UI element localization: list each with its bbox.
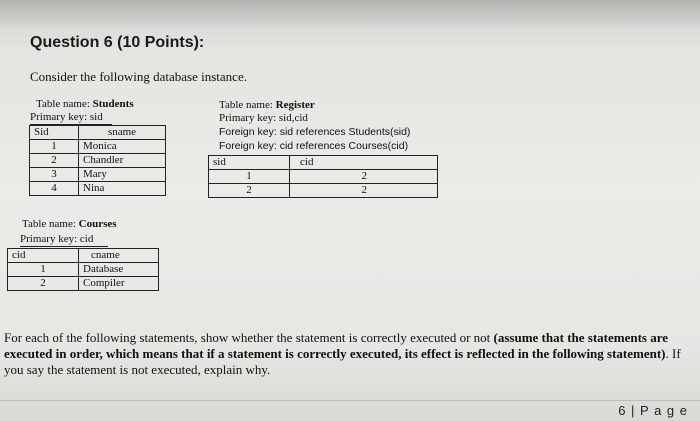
courses-table	[7, 248, 159, 291]
cell: 2	[290, 184, 438, 198]
question-title: Question 6 (10 Points):	[30, 34, 205, 51]
table-row	[30, 182, 166, 196]
col-header-sid: sid	[209, 156, 290, 170]
instructions-part-1: For each of the following statements, show whether the statement is correctly executed or not	[4, 330, 494, 345]
register-foreign-key-2: Foreign key: cid references Courses(cid)	[219, 140, 409, 152]
instructions-part-2: . If you say the statement is not executed, explain why.	[4, 346, 681, 377]
table-row	[30, 168, 166, 182]
instructions-bold: (assume that the statements are executed in order, which means that if a statement is correctly executed, its effect is reflected in the following statement)	[4, 330, 669, 361]
students-table	[29, 125, 166, 196]
courses-table-label	[22, 218, 117, 231]
cell: 1	[8, 263, 79, 277]
cell: 3	[30, 168, 79, 182]
instructions-paragraph	[4, 330, 694, 378]
students-primary-key: Primary key: sid	[30, 111, 112, 125]
col-header-sname: sname	[79, 126, 166, 140]
cell: 1	[30, 140, 79, 154]
cell: Compiler	[79, 277, 159, 291]
students-table-label	[36, 98, 134, 111]
table-row	[209, 184, 438, 198]
col-header-cid: cid	[290, 156, 438, 170]
col-header-cid: cid	[8, 249, 79, 263]
table-row	[30, 154, 166, 168]
courses-primary-key: Primary key: cid	[20, 233, 108, 247]
cell: Chandler	[79, 154, 166, 168]
cell: Mary	[79, 168, 166, 182]
intro-text: Consider the following database instance.	[30, 69, 247, 84]
table-header-row	[209, 156, 438, 170]
cell: Database	[79, 263, 159, 277]
table-header-row	[30, 126, 166, 140]
register-table	[208, 155, 438, 198]
cell: 4	[30, 182, 79, 196]
register-foreign-key-1: Foreign key: sid references Students(sid)	[219, 126, 411, 138]
courses-table-name: Courses	[78, 218, 117, 230]
cell: 1	[209, 170, 290, 184]
cell: 2	[209, 184, 290, 198]
register-label-prefix: Table name:	[219, 99, 276, 111]
col-header-cname: cname	[79, 249, 159, 263]
page-shadow	[0, 0, 700, 30]
col-header-sid: Sid	[30, 126, 79, 140]
cell: Monica	[79, 140, 166, 154]
table-row	[30, 140, 166, 154]
students-table-name: Students	[92, 98, 134, 110]
table-header-row	[8, 249, 159, 263]
table-row	[8, 277, 159, 291]
table-row	[209, 170, 438, 184]
register-primary-key: Primary key: sid,cid	[219, 112, 308, 124]
cell: 2	[8, 277, 79, 291]
page-number: 6 | P a g e	[618, 403, 688, 418]
cell: Nina	[79, 182, 166, 196]
cell: 2	[30, 154, 79, 168]
register-table-name: Register	[275, 99, 315, 111]
table-row	[8, 263, 159, 277]
footer-divider	[0, 400, 700, 401]
register-table-label	[219, 99, 315, 112]
courses-label-prefix: Table name:	[22, 218, 79, 230]
students-label-prefix: Table name:	[36, 98, 93, 110]
cell: 2	[290, 170, 438, 184]
